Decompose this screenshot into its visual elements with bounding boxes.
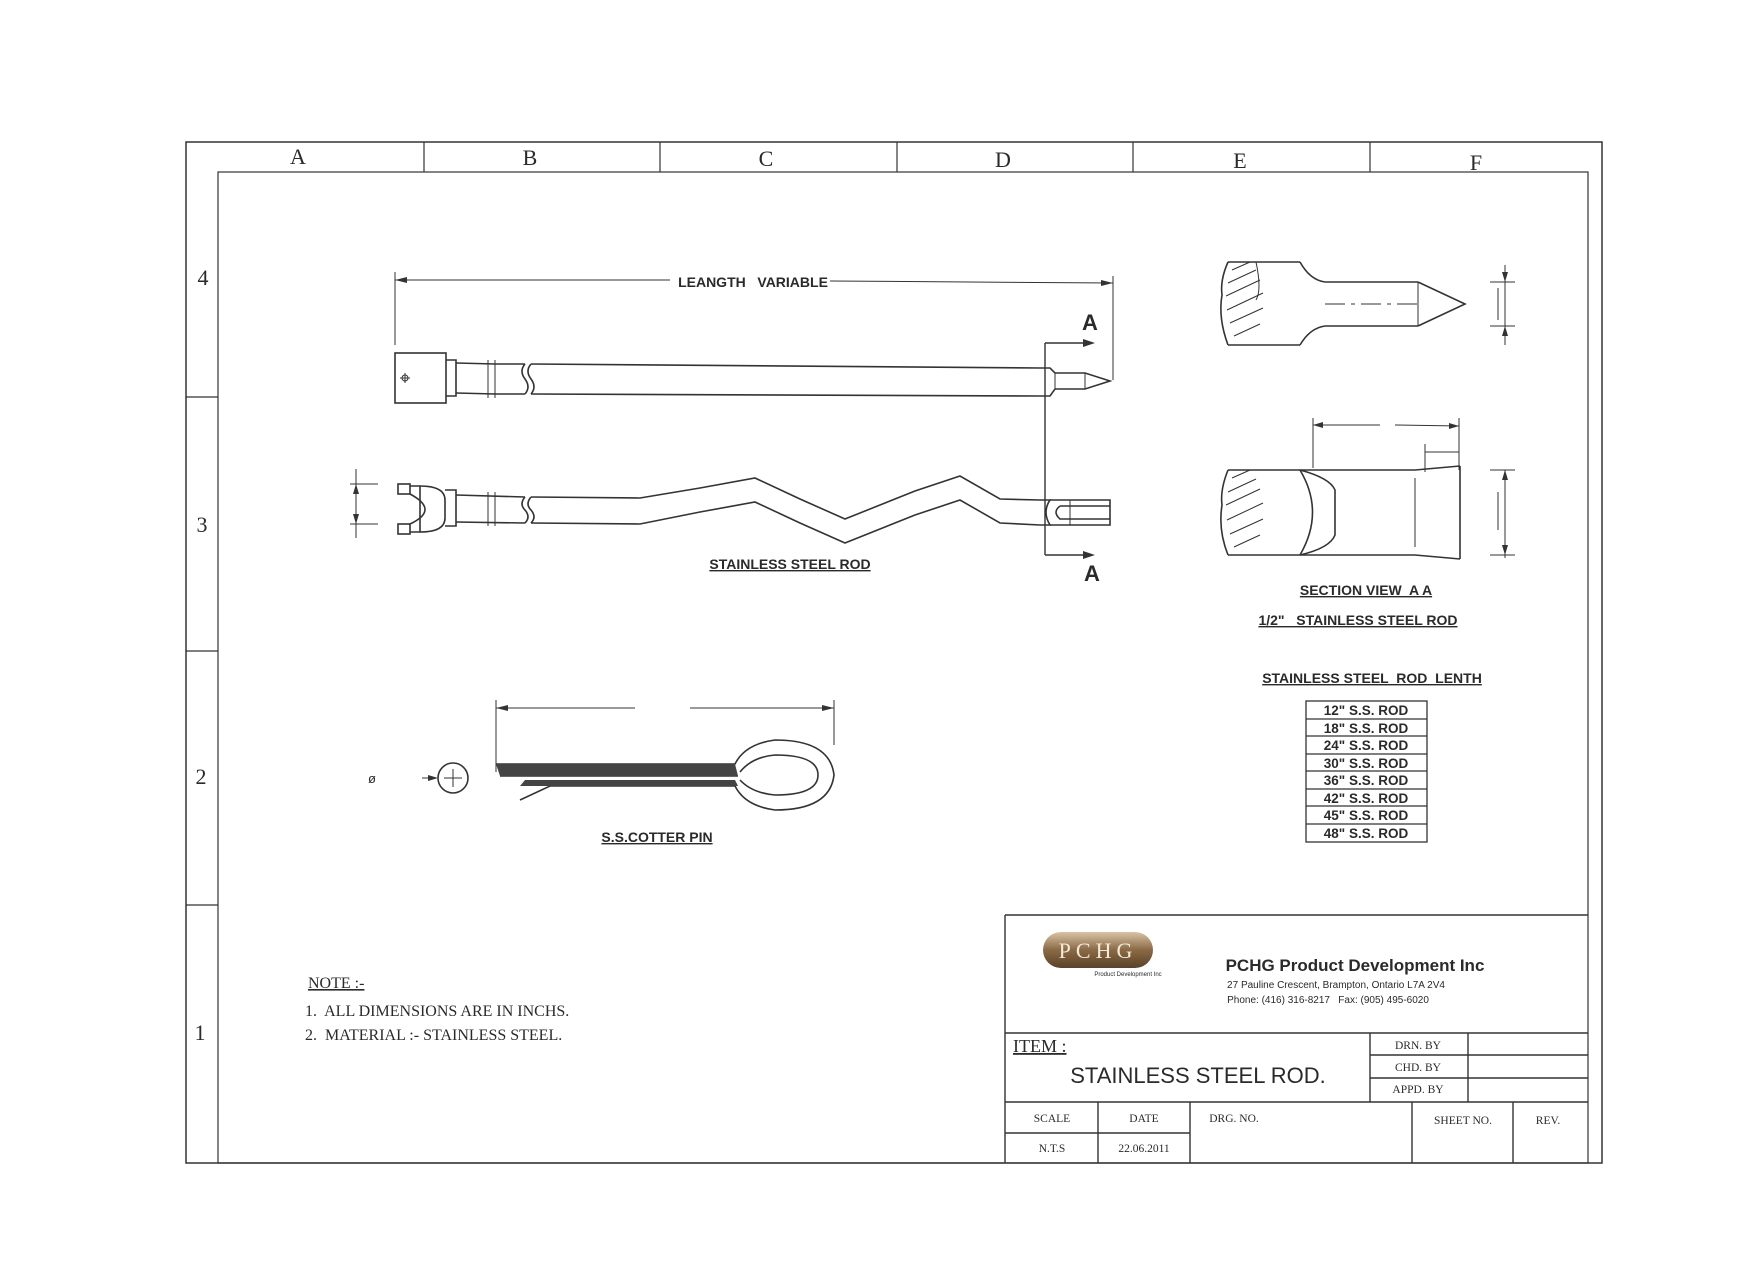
section-marker-bottom: A [1084,561,1100,586]
length-table-rows [1324,703,1409,841]
approved-by-label: APPD. BY [1392,1084,1444,1096]
length-table-row: 12" S.S. ROD [1323,703,1409,718]
scale-value: N.T.S [1038,1143,1066,1155]
column-label-d: D [995,147,1011,172]
notes-heading: NOTE :- [308,975,365,992]
row-dividers [186,397,218,905]
logo-text: PCHG [1058,938,1138,963]
section-marker-top: A [1082,310,1098,335]
note-item: 1. ALL DIMENSIONS ARE IN INCHS. [305,1003,570,1020]
section-view-upper [1221,262,1515,345]
length-table-title: STAINLESS STEEL ROD LENTH [1262,670,1482,686]
column-dividers [424,142,1370,172]
column-labels [290,144,1482,175]
row-label-4: 4 [197,265,209,290]
column-label-f: F [1469,150,1483,175]
row-labels [195,265,209,1045]
column-label-a: A [290,144,306,169]
note-item: 2. MATERIAL :- STAINLESS STEEL. [305,1027,563,1044]
row-label-3: 3 [196,512,208,537]
rod-caption: STAINLESS STEEL ROD [709,556,871,572]
column-label-b: B [522,145,538,170]
company-name: PCHG Product Development Inc [1225,956,1485,975]
column-label-e: E [1233,148,1247,173]
section-view-lower [1221,418,1515,559]
drawn-by-label: DRN. BY [1394,1040,1442,1052]
item-label: ITEM : [1013,1036,1067,1056]
title-block-fields [1034,1113,1561,1155]
revision-label: REV. [1535,1115,1561,1127]
cotter-pin-drawing [422,700,834,810]
date-label: DATE [1129,1113,1159,1125]
length-table-row: 42" S.S. ROD [1323,791,1409,806]
length-table-row: 24" S.S. ROD [1323,738,1409,753]
item-value: STAINLESS STEEL ROD. [1070,1063,1326,1088]
length-dimension-label: LEANGTH VARIABLE [678,274,828,290]
checked-by-label: CHD. BY [1394,1062,1442,1074]
row-label-2: 2 [195,764,207,789]
column-label-c: C [758,146,774,171]
section-cut-line [1045,339,1095,559]
length-table-row: 48" S.S. ROD [1323,826,1409,841]
company-address: 27 Pauline Crescent, Brampton, Ontario L7A 2V4 [1227,980,1445,991]
company-logo [1043,932,1162,978]
rod-top-view [395,272,1113,403]
length-table-row: 18" S.S. ROD [1323,721,1409,736]
row-label-1: 1 [194,1020,206,1045]
company-phone-fax: Phone: (416) 316-8217 Fax: (905) 495-6020 [1227,995,1429,1006]
section-rod-caption: 1/2" STAINLESS STEEL ROD [1258,612,1458,628]
scale-label: SCALE [1033,1113,1071,1125]
drawing-number-label: DRG. NO. [1209,1113,1259,1125]
length-table-row: 30" S.S. ROD [1323,756,1409,771]
length-table-row: 36" S.S. ROD [1323,773,1409,788]
cotter-pin-caption: S.S.COTTER PIN [601,829,713,845]
diameter-symbol: ø [368,771,376,786]
section-view-caption: SECTION VIEW A A [1299,582,1433,598]
date-value: 22.06.2011 [1118,1143,1170,1155]
logo-subtext: Product Development Inc [1094,972,1162,978]
sheet-number-label: SHEET NO. [1434,1115,1492,1127]
rod-side-view [350,469,1110,543]
approval-labels [1392,1040,1444,1096]
length-table-row: 45" S.S. ROD [1323,808,1409,823]
